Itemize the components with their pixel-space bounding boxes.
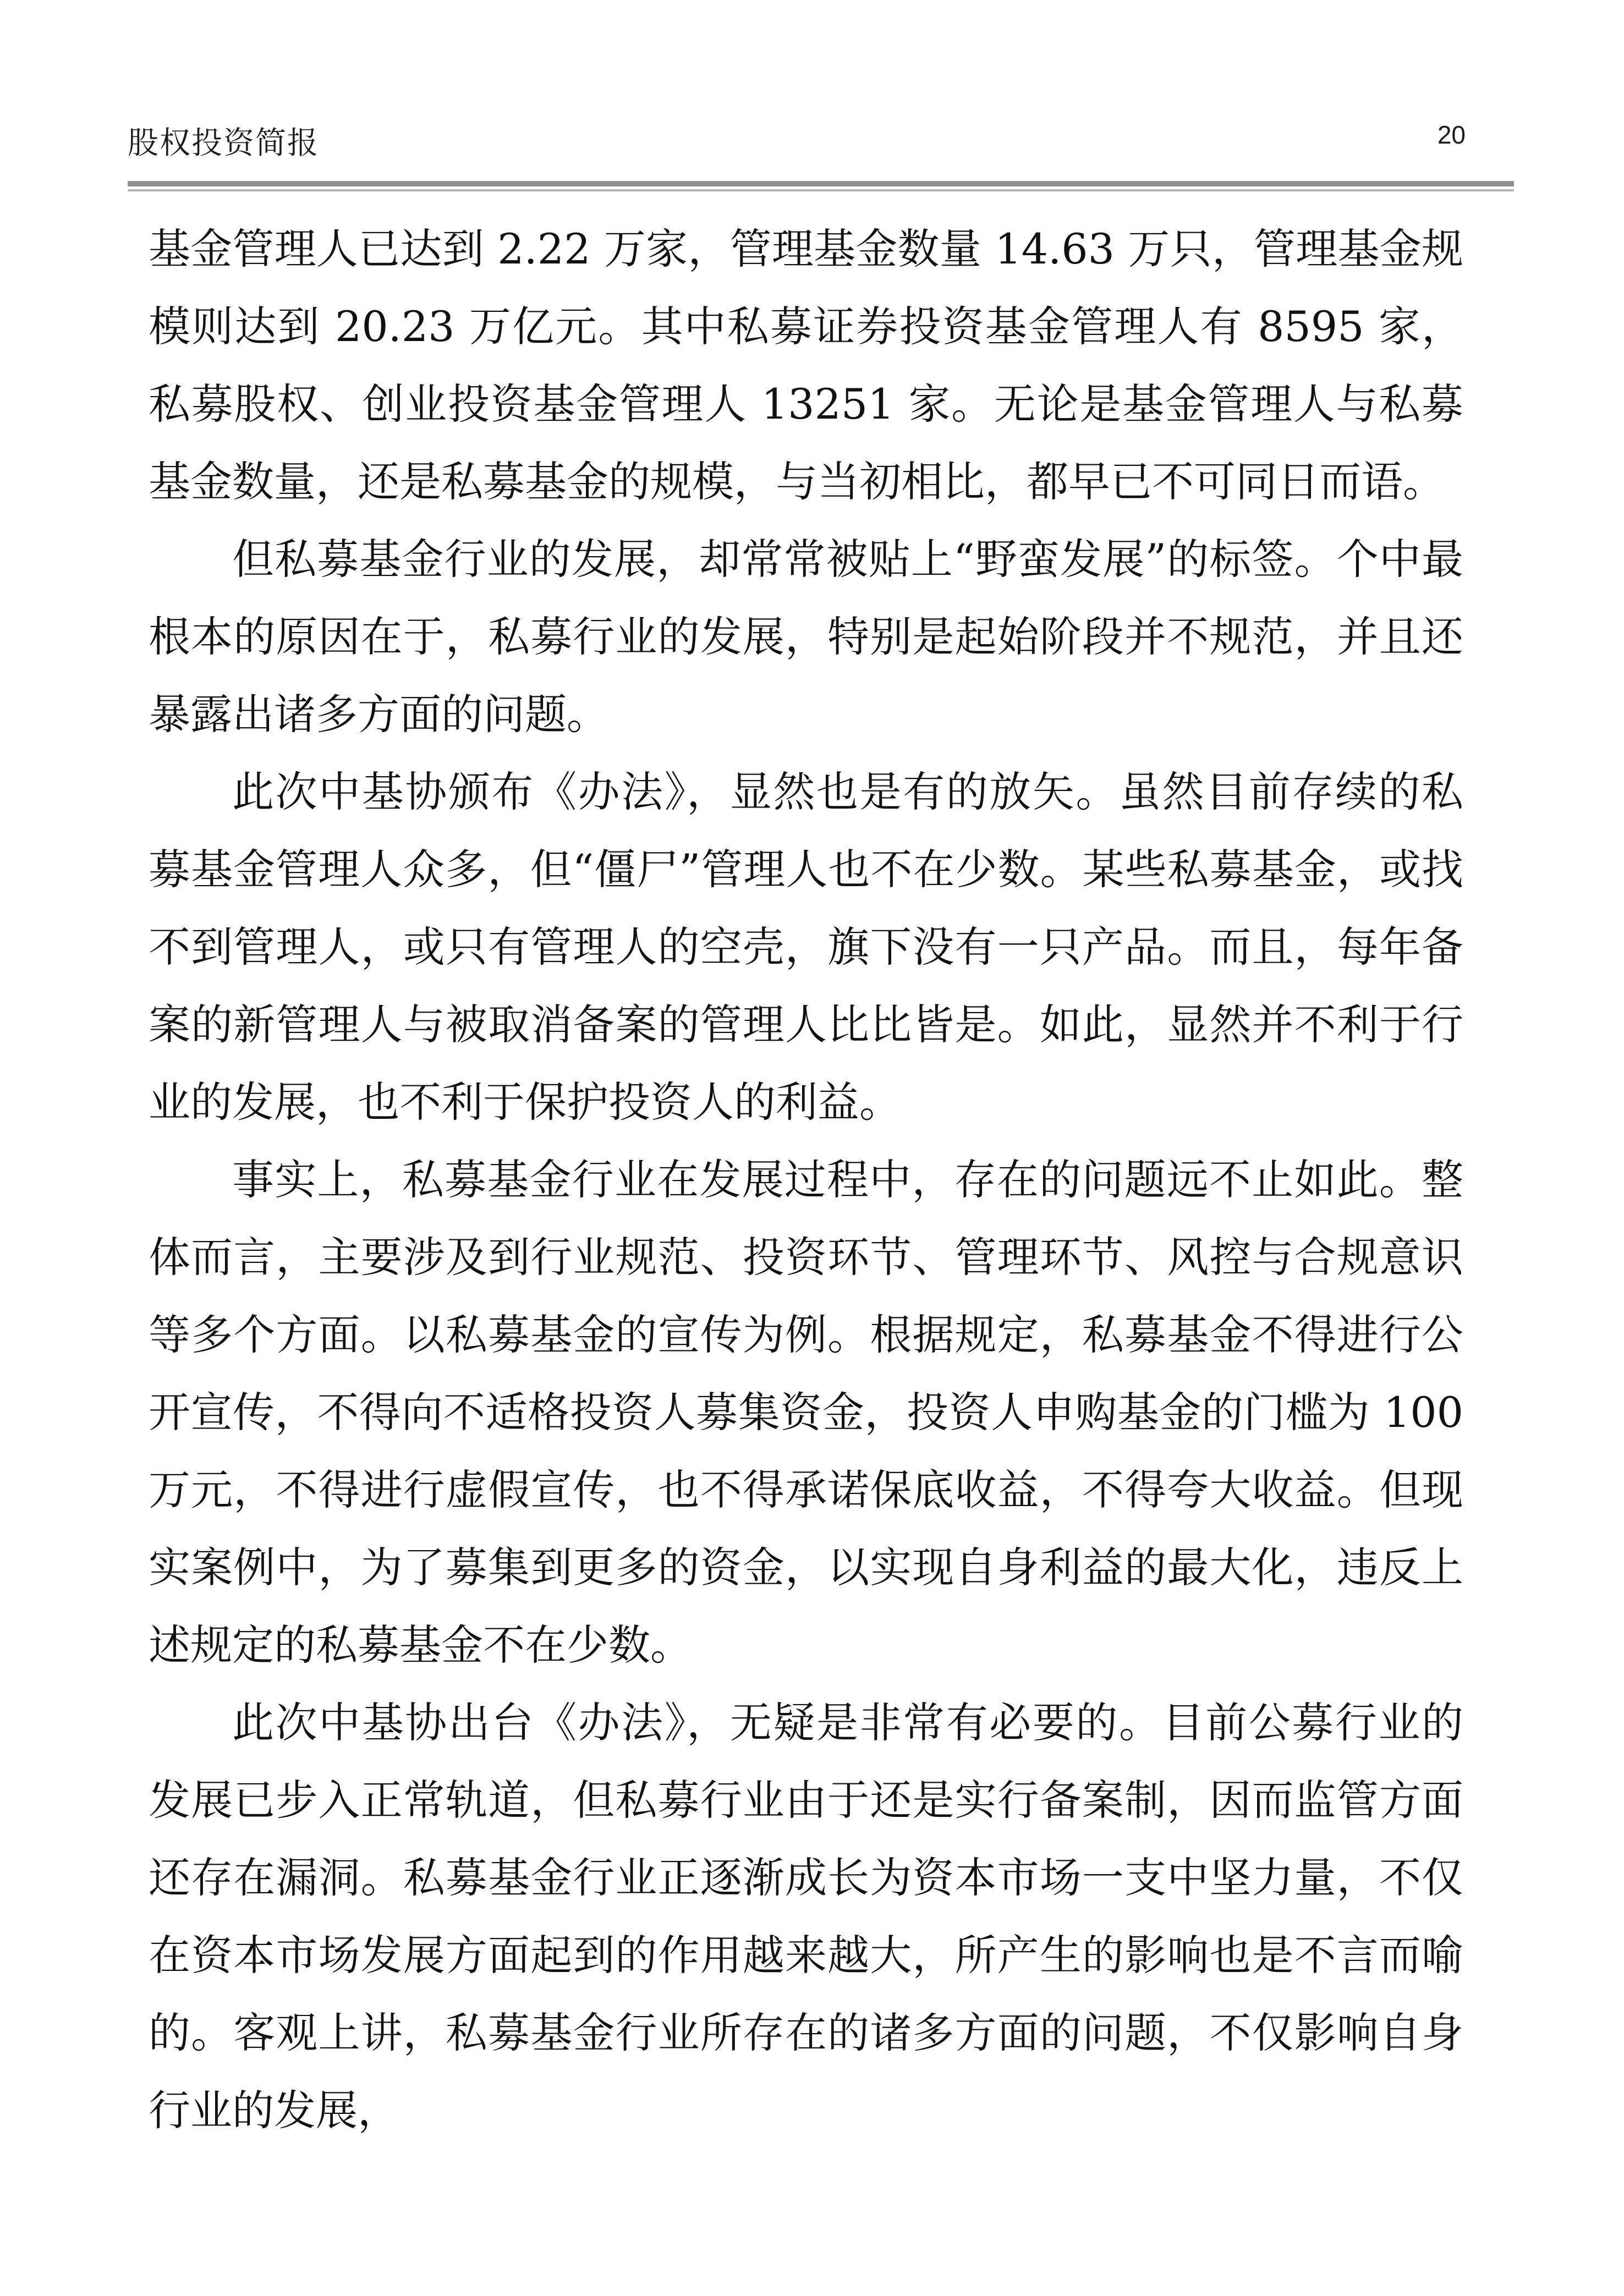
article-body xyxy=(149,210,1463,2149)
paragraph-1: 基金管理人已达到 2.22 万家，管理基金数量 14.63 万只，管理基金规模则达到 20.23 万亿元。其中私募证券投资基金管理人有 8595 家，私募股权、创业投资基金管理人 13251 家。无论是基金管理人与私募基金数量，还是私募基金的规模，与当初相比，都早已不可同日而语。 xyxy=(149,224,1463,506)
paragraph-5: 此次中基协出台《办法》，无疑是非常有必要的。目前公募行业的发展已步入正常轨道，但私募行业由于还是实行备案制，因而监管方面还存在漏洞。私募基金行业正逐渐成长为资本市场一支中坚力量，不仅在资本市场发展方面起到的作用越来越大，所产生的影响也是不言而喻的。客观上讲，私募基金行业所存在的诸多方面的问题，不仅影响自身行业的发展， xyxy=(149,1698,1463,2135)
header-rule-thin xyxy=(128,189,1514,191)
paragraph-2: 但私募基金行业的发展，却常常被贴上“野蛮发展”的标签。个中最根本的原因在于，私募行业的发展，特别是起始阶段并不规范，并且还暴露出诸多方面的问题。 xyxy=(149,535,1463,739)
page-header xyxy=(128,110,1492,171)
header-rule-thick xyxy=(128,181,1514,186)
publication-title: 股权投资简报 xyxy=(128,125,319,161)
paragraph-4: 事实上，私募基金行业在发展过程中，存在的问题远不止如此。整体而言，主要涉及到行业规范、投资环节、管理环节、风控与合规意识等多个方面。以私募基金的宣传为例。根据规定，私募基金不得进行公开宣传，不得向不适格投资人募集资金，投资人申购基金的门槛为 100 万元，不得进行虚假宣传，也不得承诺保底收益，不得夸大收益。但现实案例中，为了募集到更多的资金，以实现自身利益的最大化，违反上述规定的私募基金不在少数。 xyxy=(149,1155,1463,1669)
paragraph-3: 此次中基协颁布《办法》，显然也是有的放矢。虽然目前存续的私募基金管理人众多，但“僵尸”管理人也不在少数。某些私募基金，或找不到管理人，或只有管理人的空壳，旗下没有一只产品。而且，每年备案的新管理人与被取消备案的管理人比比皆是。如此，显然并不利于行业的发展，也不利于保护投资人的利益。 xyxy=(149,767,1463,1127)
page-number: 20 xyxy=(1437,120,1466,149)
